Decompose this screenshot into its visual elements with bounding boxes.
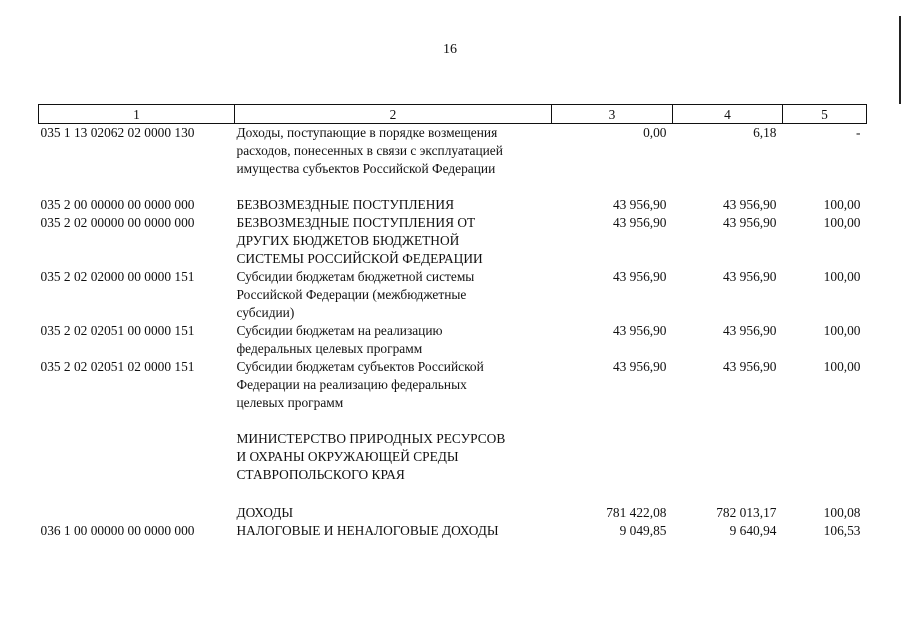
description-line: Субсидии бюджетам субъектов Российской bbox=[236, 359, 484, 374]
value-col4 bbox=[673, 430, 783, 484]
value-col3: 781 422,08 bbox=[606, 505, 667, 520]
value-col3: 43 956,90 bbox=[612, 215, 667, 230]
value-col5: 100,00 bbox=[823, 269, 861, 284]
value-col3: 43 956,90 bbox=[612, 269, 667, 284]
table-row bbox=[39, 522, 867, 540]
table-row bbox=[39, 268, 867, 322]
description-line: расходов, понесенных в связи с эксплуатацией bbox=[236, 143, 503, 158]
table-row bbox=[39, 430, 867, 484]
column-header: 2 bbox=[235, 105, 552, 124]
value-col4: 43 956,90 bbox=[722, 215, 777, 230]
value-col4: 6,18 bbox=[753, 125, 777, 140]
description-line: СИСТЕМЫ РОССИЙСКОЙ ФЕДЕРАЦИИ bbox=[236, 251, 483, 266]
value-col3: 0,00 bbox=[643, 125, 667, 140]
budget-code: 035 2 02 02051 00 0000 151 bbox=[40, 323, 195, 338]
scan-edge-line bbox=[899, 16, 901, 104]
value-col4: 9 640,94 bbox=[729, 523, 777, 538]
row-description bbox=[235, 504, 552, 522]
row-description bbox=[235, 214, 552, 268]
section-heading bbox=[235, 430, 552, 484]
value-col4: 43 956,90 bbox=[722, 197, 777, 212]
description-line: ДРУГИХ БЮДЖЕТОВ БЮДЖЕТНОЙ bbox=[236, 233, 460, 248]
row-description bbox=[235, 196, 552, 214]
budget-code bbox=[39, 430, 235, 484]
description-line: целевых программ bbox=[236, 395, 344, 410]
table-header-row bbox=[39, 105, 867, 124]
value-col3: 43 956,90 bbox=[612, 197, 667, 212]
description-line: И ОХРАНЫ ОКРУЖАЮЩЕЙ СРЕДЫ bbox=[236, 449, 459, 464]
value-col3: 43 956,90 bbox=[612, 359, 667, 374]
column-header: 1 bbox=[39, 105, 235, 124]
budget-table bbox=[38, 104, 867, 540]
value-col5: 100,00 bbox=[823, 215, 861, 230]
description-line: Субсидии бюджетам на реализацию bbox=[236, 323, 443, 338]
row-description bbox=[235, 124, 552, 179]
value-col5: 100,08 bbox=[823, 505, 861, 520]
description-line: БЕЗВОЗМЕЗДНЫЕ ПОСТУПЛЕНИЯ bbox=[236, 197, 454, 212]
table-row bbox=[39, 504, 867, 522]
description-line: НАЛОГОВЫЕ И НЕНАЛОГОВЫЕ ДОХОДЫ bbox=[236, 523, 499, 538]
value-col4: 43 956,90 bbox=[722, 323, 777, 338]
description-line: Доходы, поступающие в порядке возмещения bbox=[236, 125, 498, 140]
description-line: федеральных целевых программ bbox=[236, 341, 423, 356]
value-col4: 43 956,90 bbox=[722, 269, 777, 284]
value-col5: 100,00 bbox=[823, 197, 861, 212]
description-line: Субсидии бюджетам бюджетной системы bbox=[236, 269, 475, 284]
value-col3: 9 049,85 bbox=[619, 523, 667, 538]
value-col3 bbox=[552, 430, 673, 484]
description-line: субсидии) bbox=[236, 305, 295, 320]
value-col5: 100,00 bbox=[823, 359, 861, 374]
description-line: МИНИСТЕРСТВО ПРИРОДНЫХ РЕСУРСОВ bbox=[236, 431, 506, 446]
budget-code bbox=[39, 504, 235, 522]
column-header: 4 bbox=[673, 105, 783, 124]
value-col3: 43 956,90 bbox=[612, 323, 667, 338]
budget-code: 035 2 02 00000 00 0000 000 bbox=[40, 215, 195, 230]
spacer-row bbox=[39, 484, 867, 504]
value-col5: - bbox=[856, 125, 861, 140]
value-col5: 106,53 bbox=[823, 523, 861, 538]
budget-code: 035 2 02 02051 02 0000 151 bbox=[40, 359, 195, 374]
description-line: имущества субъектов Российской Федерации bbox=[236, 161, 496, 176]
budget-code: 035 1 13 02062 02 0000 130 bbox=[40, 125, 195, 140]
spacer-row bbox=[39, 412, 867, 430]
row-description bbox=[235, 522, 552, 540]
page-number: 16 bbox=[443, 42, 457, 57]
budget-code: 035 2 02 02000 00 0000 151 bbox=[40, 269, 195, 284]
value-col5 bbox=[783, 430, 867, 484]
row-description bbox=[235, 358, 552, 412]
row-description bbox=[235, 322, 552, 358]
column-header: 5 bbox=[783, 105, 867, 124]
description-line: СТАВРОПОЛЬСКОГО КРАЯ bbox=[236, 467, 405, 482]
table-row bbox=[39, 196, 867, 214]
table-row bbox=[39, 322, 867, 358]
value-col5: 100,00 bbox=[823, 323, 861, 338]
description-line: ДОХОДЫ bbox=[236, 505, 294, 520]
description-line: Федерации на реализацию федеральных bbox=[236, 377, 467, 392]
spacer-row bbox=[39, 178, 867, 196]
budget-code: 035 2 00 00000 00 0000 000 bbox=[40, 197, 195, 212]
description-line: БЕЗВОЗМЕЗДНЫЕ ПОСТУПЛЕНИЯ ОТ bbox=[236, 215, 476, 230]
table-row bbox=[39, 124, 867, 179]
table-row bbox=[39, 358, 867, 412]
value-col4: 43 956,90 bbox=[722, 359, 777, 374]
row-description bbox=[235, 268, 552, 322]
description-line: Российской Федерации (межбюджетные bbox=[236, 287, 467, 302]
table-row bbox=[39, 214, 867, 268]
budget-code: 036 1 00 00000 00 0000 000 bbox=[40, 523, 195, 538]
column-header: 3 bbox=[552, 105, 673, 124]
value-col4: 782 013,17 bbox=[716, 505, 777, 520]
